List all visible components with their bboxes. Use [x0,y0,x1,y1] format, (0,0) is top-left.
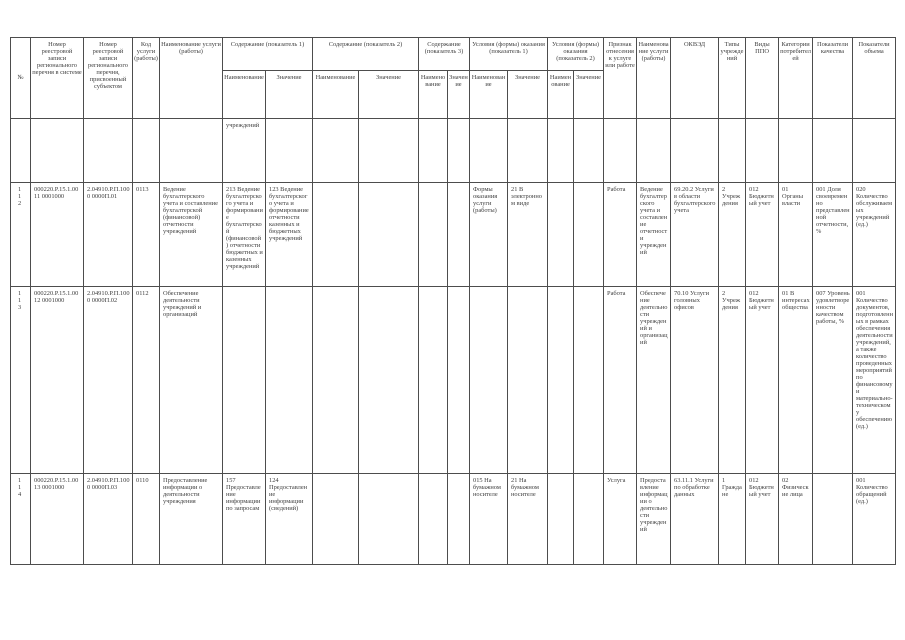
cell-content-3-value [448,287,470,474]
table-row [11,474,896,565]
subheader-content-1-name [223,71,266,119]
cell-okved-text: 63.11.1 Услуги по обработке данных [674,477,714,498]
header-quality-indicators [813,38,853,119]
cell-content-1-value [266,183,313,287]
cell-regional-number-text: 2.04910.Р.П.1000 0000П.03 [87,477,130,491]
cell-condition-1-name [470,183,508,287]
subheader-text: Значение [276,74,302,81]
cell-content-2-value-text [359,287,418,473]
cell-volume-indicators-text [853,119,895,182]
cell-institution-types [719,287,746,474]
header-content-1 [223,38,313,71]
cell-consumer-categories-text: 02 Физические лица [782,477,809,498]
cell-content-3-value-text [448,287,469,473]
cell-content-3-name [419,474,448,565]
cell-institution-types [719,474,746,565]
table-body [11,119,896,565]
cell-ppo-types-text: 012 Бюджетный учет [749,477,774,498]
subheader-content-3-name [419,71,448,119]
cell-content-3-value-text [448,474,469,564]
cell-quality-indicators-text: 007 Уровень удовлетворенности качеством работы, % [816,290,850,325]
header-service-code [133,38,160,119]
header-activity-name-text: Наименование услуги (работы) [638,41,669,62]
cell-activity-name [637,287,671,474]
cell-content-2-value [359,287,419,474]
cell-number-text [11,119,22,182]
cell-number [11,287,31,474]
cell-volume-indicators [853,474,896,565]
subheader-content-1-value [266,71,313,119]
cell-registry-number-text: 000220.Р.15.1.0013 0001000 [34,477,79,491]
cell-content-2-name-text [313,183,358,286]
cell-consumer-categories [779,119,813,183]
cell-content-3-name-text [419,183,447,286]
header-registry-number [31,38,84,119]
cell-service-or-work [604,287,637,474]
cell-condition-2-name-text [548,119,573,182]
header-content-3-text: Содержание (показатель 3) [424,41,464,55]
cell-registry-number [31,287,84,474]
cell-service-name [160,119,223,183]
cell-ppo-types [746,287,779,474]
header-condition-1-text: Условия (формы) оказания (показатель 1) [472,41,545,55]
cell-condition-1-value-text [508,287,547,473]
subheader-text: Наименование [471,74,506,88]
cell-ppo-types-text: 012 Бюджетный учет [749,186,774,207]
cell-regional-number [84,183,133,287]
cell-institution-types [719,183,746,287]
cell-condition-2-name-text [548,474,573,564]
cell-condition-1-value [508,287,548,474]
cell-condition-1-name-text [470,119,507,182]
cell-registry-number-text: 000220.Р.15.1.0011 0001000 [34,186,79,200]
cell-consumer-categories-text: 01 В интересах общества [782,290,810,311]
cell-okved-text: 69.20.2 Услуги в области бухгалтерского учета [674,186,716,214]
header-activity-name [637,38,671,119]
cell-condition-2-value [574,183,604,287]
header-ppo-types-text: Виды ППО [754,41,770,55]
cell-content-2-name-text [313,119,358,182]
cell-content-1-value [266,287,313,474]
cell-service-code-text: 0112 [136,290,149,297]
cell-service-or-work [604,183,637,287]
cell-regional-number [84,287,133,474]
cell-content-1-name [223,287,266,474]
header-condition-2-text: Условия (формы) оказания (показатель 2) [552,41,600,62]
cell-number-text: 114 [18,477,22,498]
cell-quality-indicators [813,183,853,287]
header-content-3 [419,38,470,71]
cell-okved-text [671,119,718,182]
cell-content-3-name [419,183,448,287]
cell-content-1-name-text: 157 Предоставление информации по запросам [226,477,261,512]
cell-institution-types-text: 1 Граждане [722,477,742,498]
header-service-or-work-text: Признак отнесения к услуге или работе [605,41,635,69]
cell-condition-1-value-text [508,119,547,182]
cell-quality-indicators-text [813,474,852,564]
cell-activity-name-text: Ведение бухгалтерского учета и составление отчетности учреждений [640,186,668,256]
subheader-text: Значение [449,74,468,88]
cell-institution-types-text: 2 Учреждения [722,186,741,207]
cell-quality-indicators [813,119,853,183]
cell-number [11,474,31,565]
cell-ppo-types [746,183,779,287]
cell-content-1-value-text: 124 Предоставление информации (сведений) [269,477,308,512]
cell-content-1-name-text: 213 Ведение бухгалтерского учета и формирование бухгалтерской (финансовой) отчетности бюджетных и казенных учреждений [226,186,263,270]
header-quality-indicators-text: Показатели качества [816,41,849,55]
header-content-1-text: Содержание (показатель 1) [230,41,305,48]
cell-content-1-name-text [223,287,265,473]
registry-table [10,37,896,565]
cell-service-code-text [133,119,159,182]
cell-content-2-value-text [359,474,418,564]
cell-consumer-categories [779,183,813,287]
cell-content-1-name-text: учреждений [226,122,260,129]
cell-ppo-types-text [746,119,778,182]
cell-content-2-name-text [313,474,358,564]
cell-condition-1-name [470,119,508,183]
header-service-name [160,38,223,119]
cell-number-text: 113 [18,290,22,311]
cell-condition-2-value-text [574,287,603,473]
cell-content-2-name [313,119,359,183]
subheader-text: Значение [515,74,540,81]
header-service-name-text: Наименование услуги (работы) [161,41,221,55]
cell-content-3-name [419,287,448,474]
cell-quality-indicators [813,474,853,565]
header-consumer-categories [779,38,813,119]
cell-number-text: 112 [18,186,22,207]
cell-content-2-name [313,183,359,287]
cell-condition-1-value-text: 21 На бумажном носителе [511,477,539,498]
subheader-content-3-value [448,71,470,119]
cell-service-name-text: Предоставление информации о деятельности учреждения [163,477,208,505]
cell-condition-2-value [574,119,604,183]
table-row [11,183,896,287]
cell-regional-number [84,474,133,565]
cell-activity-name-text [637,119,670,182]
cell-ppo-types-text: 012 Бюджетный учет [749,290,774,311]
header-service-or-work [604,38,637,119]
cell-condition-2-value [574,287,604,474]
cell-service-or-work-text [604,119,636,182]
cell-content-2-value [359,183,419,287]
cell-okved [671,119,719,183]
cell-service-code-text: 0113 [136,186,149,193]
cell-content-1-name [223,119,266,183]
table-row [11,287,896,474]
cell-content-2-name [313,287,359,474]
subheader-text: Значение [376,74,401,81]
cell-content-3-name-text [419,287,447,473]
cell-service-code [133,119,160,183]
cell-content-1-name [223,474,266,565]
header-consumer-categories-text: Категории потребителей [780,41,811,62]
cell-service-code [133,287,160,474]
cell-activity-name [637,183,671,287]
header-institution-types-text: Типы учреждений [720,41,744,62]
header-institution-types [719,38,746,119]
cell-quality-indicators-text [813,119,852,182]
cell-service-name [160,287,223,474]
cell-content-3-value [448,474,470,565]
cell-consumer-categories [779,287,813,474]
header-registry-number-text: Номер реестровой записи регионального перечня в системе [32,41,82,76]
cell-registry-number-text: 000220.Р.15.1.0012 0001000 [34,290,79,304]
cell-service-name [160,183,223,287]
header-okved-text: ОКВЭД [683,41,706,48]
cell-registry-number [31,183,84,287]
cell-volume-indicators [853,119,896,183]
cell-content-3-name-text [419,474,447,564]
cell-service-code-text: 0110 [136,477,149,484]
subheader-text: Значение [576,74,601,81]
cell-content-2-name-text [313,287,358,473]
cell-service-or-work-text: Работа [607,186,626,193]
cell-quality-indicators [813,287,853,474]
cell-activity-name [637,119,671,183]
cell-service-code [133,183,160,287]
cell-condition-2-name [548,119,574,183]
cell-condition-1-value [508,183,548,287]
header-okved [671,38,719,119]
cell-content-3-value [448,183,470,287]
cell-volume-indicators-text: 020 Количество обслуживаемых учреждений (ед.) [856,186,893,228]
cell-activity-name-text: Предоставление информации о деятельности учреждений [640,477,668,533]
subheader-text: Наименование [315,74,356,81]
cell-content-3-value-text [448,119,469,182]
cell-institution-types-text [719,119,745,182]
cell-service-or-work [604,474,637,565]
cell-number [11,119,31,183]
cell-volume-indicators-text: 001 Количество документов, подготовленных в рамках обеспечения деятельности учреждений, а также количество проведенных мероприятий по финансовому и материально-техническому обеспечению (ед.) [856,290,893,430]
cell-institution-types-text: 2 Учреждения [722,290,741,311]
cell-volume-indicators-text: 001 Количество обращений (ед.) [856,477,888,505]
header-volume-indicators [853,38,896,119]
cell-volume-indicators [853,183,896,287]
cell-content-2-value-text [359,119,418,182]
table-row [11,119,896,183]
header-regional-number-text: Номер реестровой записи регионального перечня, присвоенный субъектом [88,41,128,90]
cell-condition-2-name [548,287,574,474]
cell-condition-2-value-text [574,183,603,286]
cell-okved [671,474,719,565]
header-row-top [11,38,896,71]
cell-regional-number-text [84,119,132,182]
cell-registry-number [31,474,84,565]
cell-service-name-text [160,119,222,182]
cell-regional-number-text: 2.04910.Р.П.1000 0000П.02 [87,290,130,304]
cell-number [11,183,31,287]
cell-consumer-categories [779,474,813,565]
cell-consumer-categories-text [779,119,812,182]
cell-content-2-value [359,474,419,565]
subheader-text: Наименование [549,74,572,88]
cell-service-code [133,474,160,565]
subheader-condition-1-name [470,71,508,119]
cell-quality-indicators-text: 001 Доля своевременно представленной отчетности, % [816,186,850,235]
header-content-2 [313,38,419,71]
cell-condition-1-name-text: 015 На бумажном носителе [473,477,501,498]
cell-registry-number [31,119,84,183]
cell-activity-name [637,474,671,565]
cell-volume-indicators [853,287,896,474]
cell-content-1-value-text: 123 Ведение бухгалтерского учета и формирование отчетности казенных и бюджетных учреждений [269,186,309,242]
cell-institution-types [719,119,746,183]
header-condition-2 [548,38,604,71]
cell-regional-number [84,119,133,183]
header-volume-indicators-text: Показатели объема [858,41,890,55]
header-condition-1 [470,38,548,71]
cell-content-1-value-text [266,119,312,182]
cell-service-or-work [604,119,637,183]
cell-ppo-types [746,119,779,183]
header-number-text: № [17,74,24,81]
cell-service-name-text: Ведение бухгалтерского учета и составление бухгалтерской (финансовой) отчетности учреждений [163,186,218,235]
cell-okved [671,183,719,287]
cell-regional-number-text: 2.04910.Р.П.1000 0000П.01 [87,186,130,200]
cell-condition-1-name-text [470,287,507,473]
cell-condition-1-value [508,474,548,565]
header-regional-number [84,38,133,119]
table-header [11,38,896,119]
cell-condition-2-name-text [548,183,573,286]
cell-service-or-work-text: Работа [607,290,626,297]
cell-content-1-name [223,183,266,287]
cell-content-3-value-text [448,183,469,286]
cell-condition-2-value-text [574,474,603,564]
cell-content-3-name-text [419,119,447,182]
cell-condition-2-value-text [574,119,603,182]
subheader-text: Наименование [420,74,446,88]
cell-service-name [160,474,223,565]
header-content-2-text: Содержание (показатель 2) [328,41,403,48]
cell-content-2-value [359,119,419,183]
cell-condition-1-value-text: 21 В электронном виде [511,186,542,207]
cell-content-3-value [448,119,470,183]
cell-condition-2-name-text [548,287,573,473]
subheader-content-2-name [313,71,359,119]
cell-condition-2-value [574,474,604,565]
cell-okved-text: 70.10 Услуги головных офисов [674,290,710,311]
subheader-condition-1-value [508,71,548,119]
cell-condition-2-name [548,474,574,565]
cell-condition-1-name [470,287,508,474]
cell-content-2-name [313,474,359,565]
header-service-code-text: Код услуги (работы) [134,41,158,62]
cell-condition-1-name [470,474,508,565]
cell-service-name-text: Обеспечение деятельности учреждений и организаций [163,290,202,318]
cell-okved [671,287,719,474]
cell-consumer-categories-text: 01 Органы власти [782,186,804,207]
subheader-text: Наименование [224,74,264,81]
cell-content-3-name [419,119,448,183]
cell-condition-1-name-text: Формы оказания услуги (работы) [473,186,498,214]
cell-service-or-work-text: Услуга [607,477,626,484]
cell-condition-2-name [548,183,574,287]
cell-ppo-types [746,474,779,565]
subheader-condition-2-name [548,71,574,119]
cell-content-2-value-text [359,183,418,286]
cell-condition-1-value [508,119,548,183]
subheader-condition-2-value [574,71,604,119]
cell-content-1-value [266,119,313,183]
header-number [11,38,31,119]
cell-registry-number-text [31,119,83,182]
header-ppo-types [746,38,779,119]
cell-content-1-value [266,474,313,565]
subheader-content-2-value [359,71,419,119]
cell-activity-name-text: Обеспечение деятельности учреждений и организаций [640,290,668,346]
cell-content-1-value-text [266,287,312,473]
